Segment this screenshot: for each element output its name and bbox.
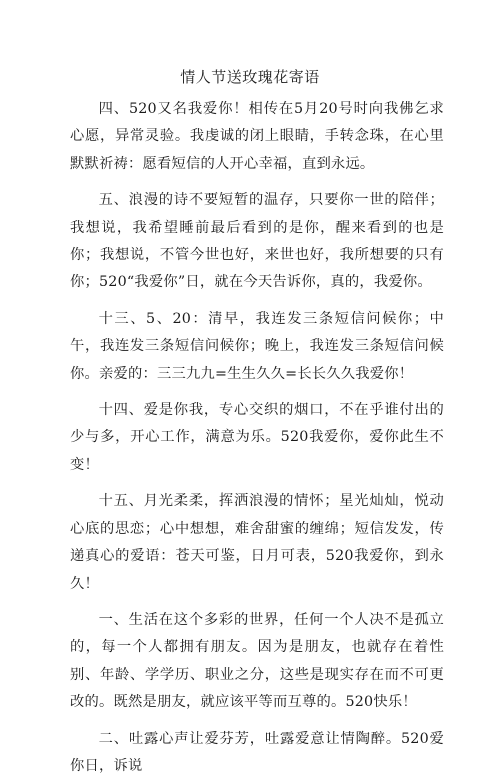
paragraph: 十四、爱是你我，专心交织的烟口，不在乎谁付出的少与多，开心工作，满意为乐。520我爱你，爱你此生不变！: [70, 402, 444, 473]
paragraph: 四、520又名我爱你！相传在5月20号时向我佛乞求心愿，异常灵验。我虔诚的闭上眼睛，手转念珠，在心里默默祈祷：愿看短信的人开心幸福，直到永远。: [70, 101, 444, 172]
paragraph: 十五、月光柔柔，挥洒浪漫的情怀；星光灿灿，悦动心底的思恋；心中想想，难舍甜蜜的缠绵；短信发发，传递真心的爱语：苍天可鉴，日月可表，520我爱你，到永久！: [70, 493, 444, 592]
paragraph: 一、生活在这个多彩的世界，任何一个人决不是孤立的，每一个人都拥有朋友。因为是朋友，也就存在着性别、年龄、学学历、职业之分，这些是现实存在而不可更改的。既然是朋友，就应该平等而互尊的。520快乐！: [70, 611, 444, 711]
paragraph: 二、吐露心声让爱芬芳，吐露爱意让情陶醉。520爱你日，诉说: [70, 730, 444, 774]
document-body: [70, 96, 444, 780]
paragraph: 五、浪漫的诗不要短暂的温存，只要你一世的陪伴；我想说，我希望睡前最后看到的是你，醒来看到的也是你；我想说，不管今世也好，来世也好，我所想要的只有你；520“我爱你”日，就在今天告诉你，真的，我爱你。: [70, 192, 444, 291]
paragraph: 十三、5、20：清早，我连发三条短信问候你；中午，我连发三条短信问候你；晚上，我连发三条短信问候你。亲爱的：三三九九=生生久久=长长久久我爱你！: [70, 310, 444, 382]
document-title: 情人节送玫瑰花寄语: [180, 68, 320, 86]
